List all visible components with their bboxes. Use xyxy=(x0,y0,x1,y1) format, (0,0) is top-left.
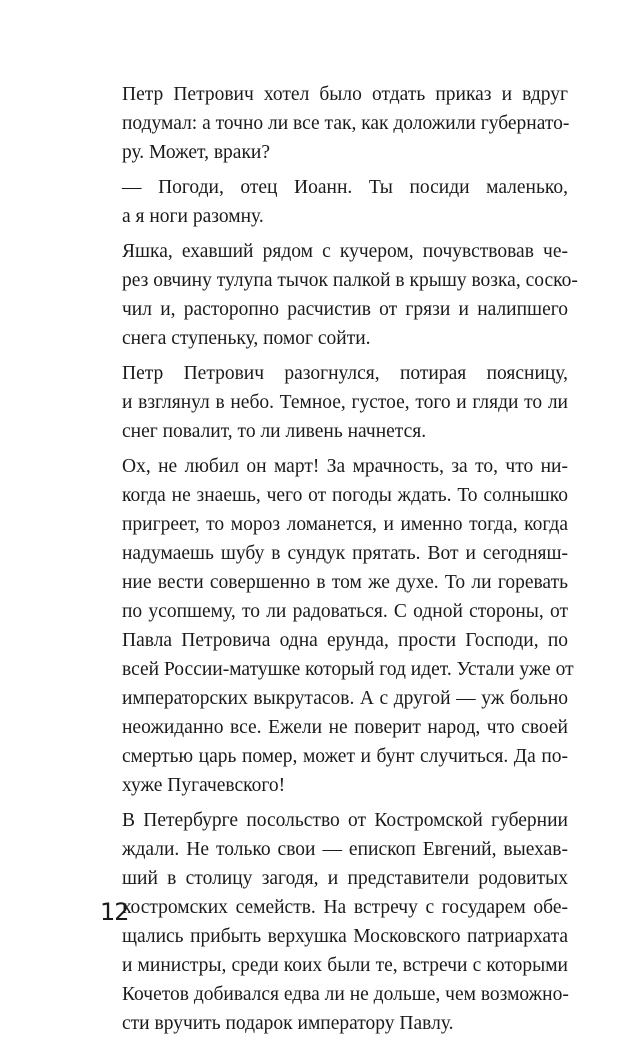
text-line: всей России-матушке который год идет. Устали уже от xyxy=(122,659,574,680)
text-line: Ох, не любил он март! За мрачность, за то, что ни- xyxy=(122,456,568,477)
paragraph-2 xyxy=(100,173,568,231)
text-line: Павла Петровича одна ерунда, прости Господи, по xyxy=(122,630,568,651)
text-line: хуже Пугачевского! xyxy=(122,775,286,796)
text-line: и взглянул в небо. Темное, густое, того и гляди то ли xyxy=(122,392,568,413)
text-line: императорских выкрутасов. А с другой — уж больно xyxy=(122,688,568,709)
text-line: когда не знаешь, чего от погоды ждать. То солнышко xyxy=(122,485,568,506)
text-line: смертью царь помер, может и бунт случиться. Да по- xyxy=(122,746,568,767)
text-line: снег повалит, то ли ливень начнется. xyxy=(122,421,427,442)
text-line: а я ноги разомну. xyxy=(122,206,264,227)
text-line: чил и, расторопно расчистив от грязи и налипшего xyxy=(122,299,568,320)
text-line: ние вести совершенно в том же духе. То ли горевать xyxy=(122,572,568,593)
text-line: неожиданно все. Ежели не поверит народ, что своей xyxy=(122,717,568,738)
page-number: 12 xyxy=(100,898,129,926)
text-line: и министры, среди коих были те, встречи с которыми xyxy=(122,955,568,976)
text-line: по усопшему, то ли радоваться. С одной стороны, от xyxy=(122,601,568,622)
paragraph-4 xyxy=(100,359,568,446)
paragraph-1 xyxy=(100,80,568,167)
text-line: В Петербурге посольство от Костромской губернии xyxy=(122,810,568,831)
text-line: пригреет, то мороз ломанется, и именно тогда, когда xyxy=(122,514,568,535)
text-line: ждали. Не только свои — епископ Евгений, выехав- xyxy=(122,839,568,860)
text-line: ру. Может, враки? xyxy=(122,142,271,163)
text-line: подумал: а точно ли все так, как доложили губернато- xyxy=(122,113,570,134)
text-line: костромских семейств. На встречу с государем обе- xyxy=(122,897,568,918)
text-line: ший в столицу загодя, и представители родовитых xyxy=(122,868,568,889)
text-line: щались прибыть верхушка Московского патриархата xyxy=(122,926,568,947)
text-line: надумаешь шубу в сундук прятать. Вот и сегодняш- xyxy=(122,543,568,564)
text-line: снега ступеньку, помог сойти. xyxy=(122,328,371,349)
text-line: Петр Петрович разогнулся, потирая поясницу, xyxy=(122,363,568,384)
paragraph-6 xyxy=(100,806,568,1038)
text-line: рез овчину тулупа тычок палкой в крышу возка, соско- xyxy=(122,270,578,291)
text-line: Кочетов добивался едва ли не дольше, чем возможно- xyxy=(122,984,569,1005)
text-line: Петр Петрович хотел было отдать приказ и вдруг xyxy=(122,84,568,105)
paragraph-3 xyxy=(100,237,578,353)
paragraph-5 xyxy=(100,452,574,800)
text-line: сти вручить подарок императору Павлу. xyxy=(122,1013,454,1034)
body-text xyxy=(100,80,578,1044)
text-line: Яшка, ехавший рядом с кучером, почувствовав че- xyxy=(122,241,568,262)
text-line: — Погоди, отец Иоанн. Ты посиди маленько, xyxy=(122,177,568,198)
